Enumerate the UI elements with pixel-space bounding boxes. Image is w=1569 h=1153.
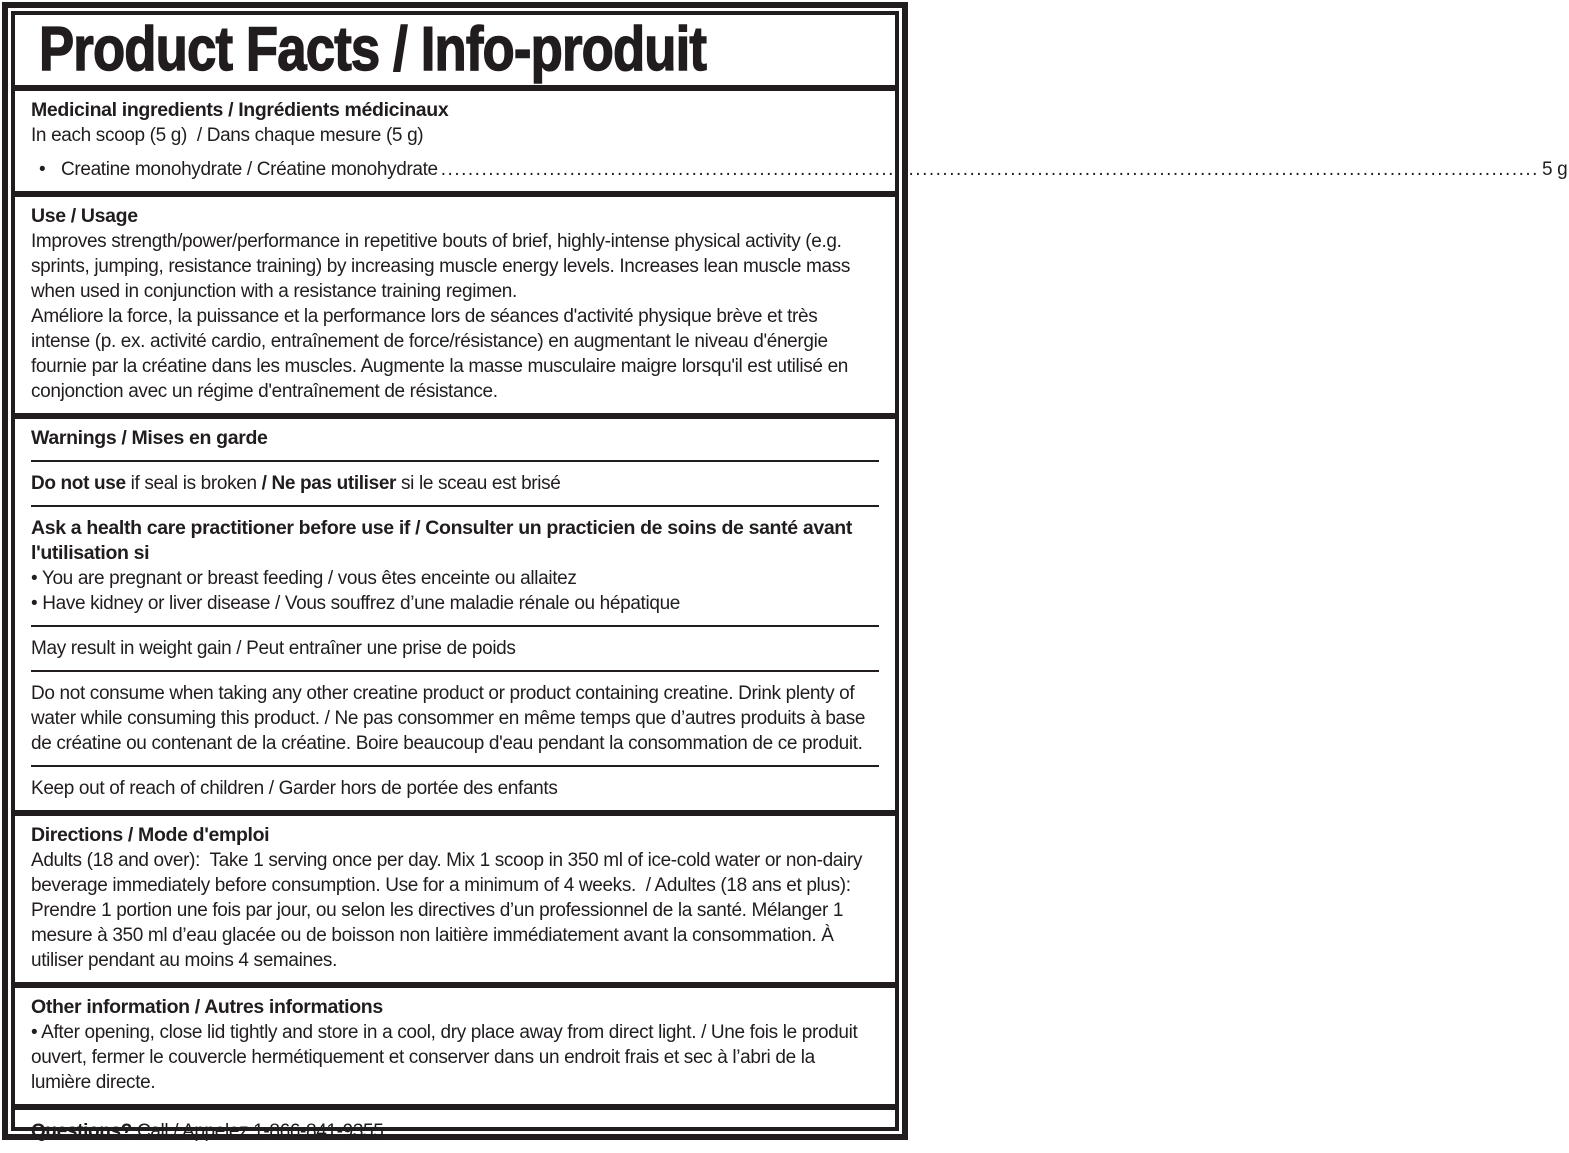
section-directions bbox=[15, 816, 895, 982]
do-not-use-bold-en: Do not use bbox=[31, 473, 126, 494]
section-questions bbox=[15, 1110, 895, 1153]
do-not-use-bold-fr: / Ne pas utiliser bbox=[261, 473, 397, 494]
inner-border bbox=[11, 11, 1568, 1142]
thin-rule bbox=[31, 460, 879, 462]
use-heading: Use / Usage bbox=[31, 205, 138, 227]
ingredient-row bbox=[31, 157, 1568, 182]
ingredient-amount: 5 g bbox=[1541, 159, 1568, 180]
label-title: Product Facts / Info-produit bbox=[39, 15, 707, 84]
thin-rule bbox=[31, 670, 879, 672]
do-not-use-regular-fr: si le sceau est brisé bbox=[396, 473, 561, 494]
do-not-use-text bbox=[31, 471, 879, 496]
section-use bbox=[15, 197, 895, 413]
section-other-information bbox=[15, 988, 895, 1104]
title-box bbox=[15, 15, 895, 85]
directions-heading: Directions / Mode d'emploi bbox=[31, 824, 270, 846]
dot-leader bbox=[441, 157, 1539, 182]
thin-rule bbox=[31, 505, 879, 507]
outer-border bbox=[2, 2, 1568, 1142]
questions-bold: Questions? bbox=[31, 1121, 133, 1142]
medicinal-heading: Medicinal ingredients / Ingrédients médicinaux bbox=[31, 99, 449, 121]
ingredient-name: Creatine monohydrate / Créatine monohydrate bbox=[61, 159, 438, 180]
keep-out-of-reach-text: Keep out of reach of children / Garder hors de portée des enfants bbox=[31, 778, 558, 799]
serving-size-text: In each scoop (5 g) / Dans chaque mesure (5 g) bbox=[31, 125, 424, 146]
warning-list-item: • Have kidney or liver disease / Vous souffrez d’une maladie rénale ou hépatique bbox=[31, 593, 680, 614]
ask-practitioner-heading: Ask a health care practitioner before use if / Consulter un practicien de soins de santé avant l'utilisation si bbox=[31, 517, 858, 564]
do-not-consume-text: Do not consume when taking any other creatine product or product containing creatine. Drink plenty of water while consuming this product. / Ne pas consommer en même temps que d’autres produits à base de créatine ou contenant de la créatine. Boire beaucoup d'eau pendant la consommation de ce produit. bbox=[31, 683, 871, 754]
thin-rule bbox=[31, 765, 879, 767]
warning-list-item: • You are pregnant or breast feeding / vous êtes enceinte ou allaitez bbox=[31, 568, 577, 589]
other-information-body: • After opening, close lid tightly and store in a cool, dry place away from direct light. / Une fois le produit ouvert, fermer le couvercle hermétiquement et conserver dans un endroit frais et sec à l’abri de la lumière directe. bbox=[31, 1022, 863, 1093]
do-not-use-regular-en: if seal is broken bbox=[125, 473, 262, 494]
warnings-heading: Warnings / Mises en garde bbox=[31, 427, 268, 449]
weight-gain-text: May result in weight gain / Peut entraîner une prise de poids bbox=[31, 638, 516, 659]
section-warnings bbox=[15, 419, 895, 810]
directions-body: Adults (18 and over): Take 1 serving once per day. Mix 1 scoop in 350 ml of ice-cold water or non-dairy beverage immediately before consumption. Use for a minimum of 4 weeks. / Adultes (18 ans et plus): Prendre 1 portion une fois par jour, ou selon les directives d’un professionnel de la santé. Mélanger 1 mesure à 350 ml d’eau glacée ou de boisson non laitière immédiatement avant la consommation. À utiliser pendant au moins 4 semaines. bbox=[31, 850, 867, 971]
bullet-icon: • bbox=[39, 159, 46, 180]
other-information-heading: Other information / Autres informations bbox=[31, 996, 383, 1018]
questions-regular: Call / Appelez 1-866-841-9355 bbox=[132, 1121, 384, 1142]
use-paragraph-en: Improves strength/power/performance in repetitive bouts of brief, highly-intense physical activity (e.g. sprints, jumping, resistance training) by increasing muscle energy levels. Increases lean muscle mass when used in conjunction with a resistance training regimen. bbox=[31, 231, 855, 302]
questions-text bbox=[31, 1119, 879, 1144]
section-medicinal-ingredients bbox=[15, 91, 1568, 191]
use-paragraph-fr: Améliore la force, la puissance et la performance lors de séances d'activité physique brève et très intense (p. ex. activité cardio, entraînement de force/résistance) en augmentant le niveau d'énergie fournie par la créatine dans les muscles. Augmente la masse musculaire maigre lorsqu'il est utilisé en conjonction avec un régime d'entraînement de résistance. bbox=[31, 306, 853, 402]
thin-rule bbox=[31, 625, 879, 627]
